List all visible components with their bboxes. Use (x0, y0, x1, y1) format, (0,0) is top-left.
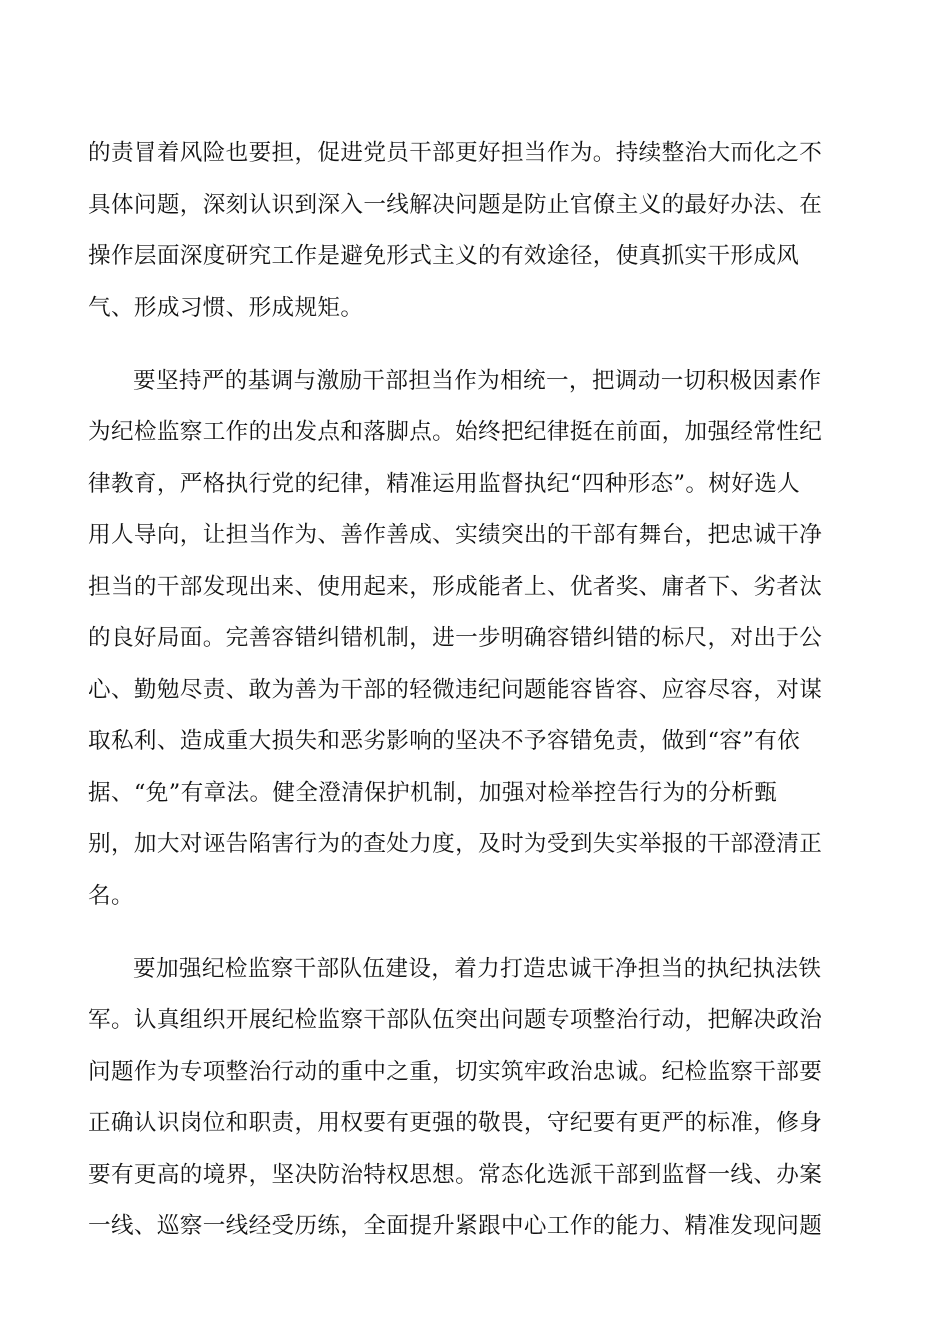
text-line: 军。认真组织开展纪检监察干部队伍突出问题专项整治行动，把解决政治 (88, 1007, 823, 1033)
text-line: 气、形成习惯、形成规矩。 (88, 294, 364, 321)
text-line: 别，加大对诬告陷害行为的查处力度，及时为受到失实举报的干部澄清正 (88, 831, 823, 857)
text-line: 取私利、造成重大损失和恶劣影响的坚决不予容错免责，做到“容”有依 (88, 728, 801, 754)
text-line: 律教育，严格执行党的纪律，精准运用监督执纪“四种形态”。树好选人 (88, 470, 801, 497)
text-line: 为纪检监察工作的出发点和落脚点。始终把纪律挺在前面，加强经常性纪 (88, 419, 823, 445)
text-line: 用人导向，让担当作为、善作善成、实绩突出的干部有舞台，把忠诚干净 (88, 522, 823, 548)
text-line: 据、“免”有章法。健全澄清保护机制，加强对检举控告行为的分析甄 (88, 779, 778, 806)
text-line: 心、勤勉尽责、敢为善为干部的轻微违纪问题能容皆容、应容尽容，对谋 (88, 676, 823, 703)
text-line: 担当的干部发现出来、使用起来，形成能者上、优者奖、庸者下、劣者汰 (88, 573, 823, 600)
paragraph-2 (88, 356, 862, 923)
paragraph-3 (88, 944, 862, 1253)
text-line: 具体问题，深刻认识到深入一线解决问题是防止官僚主义的最好办法、在 (88, 191, 823, 218)
text-line: 的良好局面。完善容错纠错机制，进一步明确容错纠错的标尺，对出于公 (88, 625, 823, 651)
text-line: 问题作为专项整治行动的重中之重，切实筑牢政治忠诚。纪检监察干部要 (88, 1058, 823, 1085)
text-line: 正确认识岗位和职责，用权要有更强的敬畏，守纪要有更严的标准，修身 (88, 1110, 823, 1136)
text-line: 要坚持严的基调与激励干部担当作为相统一，把调动一切积极因素作 (133, 367, 822, 394)
text-line: 要加强纪检监察干部队伍建设，着力打造忠诚干净担当的执纪执法铁 (133, 955, 822, 982)
text-line: 操作层面深度研究工作是避免形式主义的有效途径，使真抓实干形成风 (88, 243, 800, 269)
paragraph-1 (88, 128, 862, 334)
document-body (88, 128, 862, 1253)
text-line: 的责冒着风险也要担，促进党员干部更好担当作为。持续整治大而化之不 (88, 140, 823, 166)
paragraph-spacer (88, 922, 862, 944)
text-line: 要有更高的境界，坚决防治特权思想。常态化选派干部到监督一线、办案 (88, 1161, 823, 1188)
text-line: 一线、巡察一线经受历练，全面提升紧跟中心工作的能力、精准发现问题 (88, 1213, 823, 1239)
text-line: 名。 (88, 882, 134, 909)
paragraph-spacer (88, 334, 862, 356)
